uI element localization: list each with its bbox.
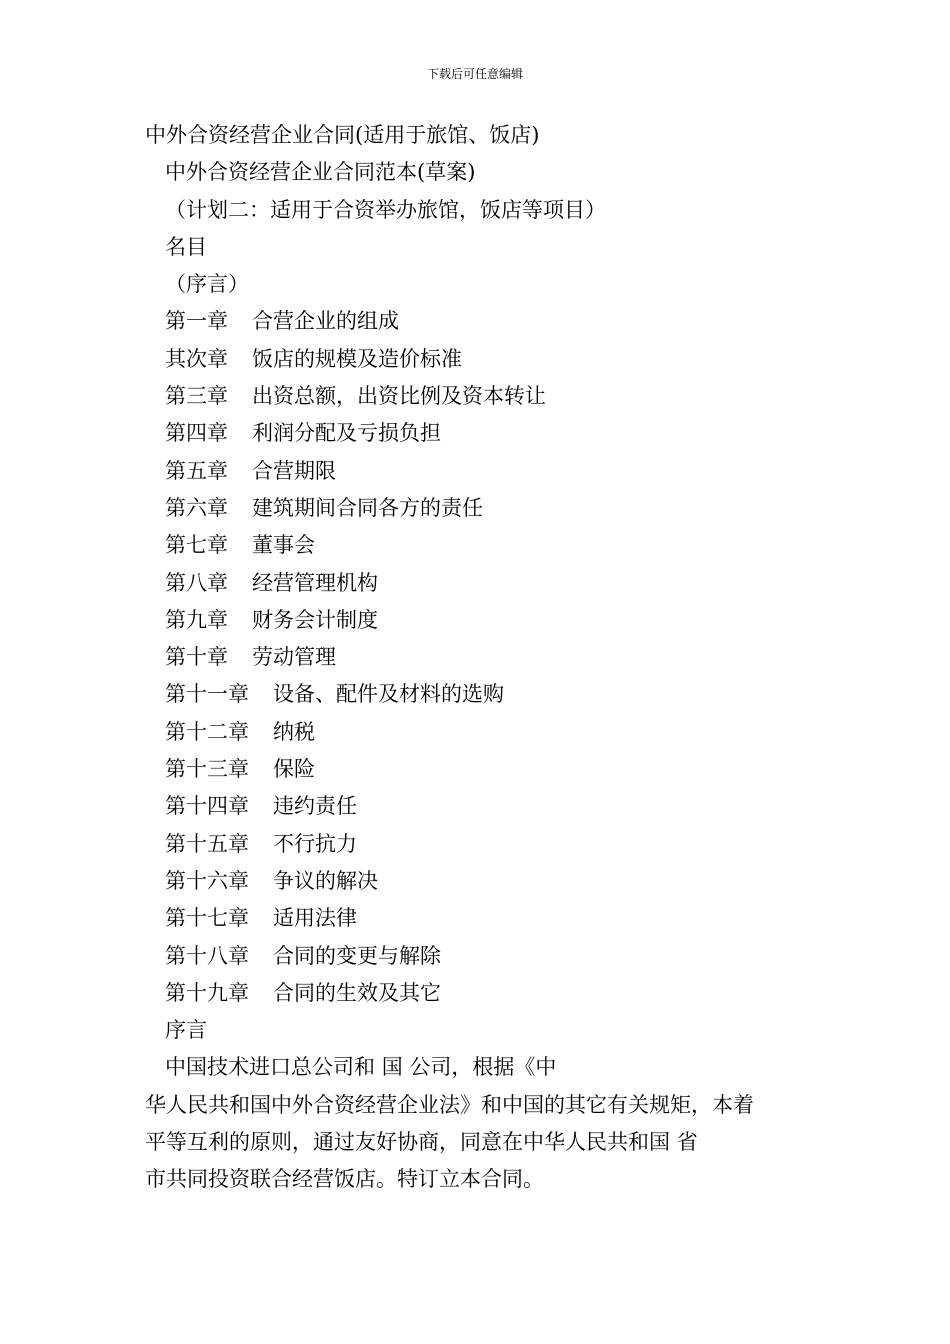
chapter-title: 合营期限 xyxy=(252,458,336,483)
chapter-item xyxy=(145,490,805,527)
chapter-number: 第十章 xyxy=(165,645,228,670)
page-header: 下载后可任意编辑 xyxy=(426,67,523,81)
chapter-title: 纳税 xyxy=(273,719,315,744)
preface-line-2: 华人民共和国中外合资经营企业法》和中国的其它有关规矩，本着 xyxy=(145,1092,754,1117)
chapter-item xyxy=(145,900,805,937)
chapter-item xyxy=(145,751,805,788)
chapter-number: 第三章 xyxy=(165,384,228,409)
chapter-number: 第一章 xyxy=(165,309,228,334)
preface-line-3 xyxy=(145,1124,805,1161)
chapter-number: 第六章 xyxy=(165,495,228,520)
chapter-item xyxy=(145,863,805,900)
chapter-item xyxy=(145,938,805,975)
chapter-number: 第四章 xyxy=(165,421,228,446)
chapter-title: 出资总额，出资比例及资本转让 xyxy=(252,384,546,409)
chapter-item xyxy=(145,639,805,676)
chapter-title: 设备、配件及材料的选购 xyxy=(273,682,504,707)
chapter-item xyxy=(145,527,805,564)
chapter-item xyxy=(145,826,805,863)
chapter-title: 董事会 xyxy=(252,533,315,558)
preface-line-1-b: 国 xyxy=(381,1055,403,1080)
chapter-item xyxy=(145,303,805,340)
chapter-item xyxy=(145,415,805,452)
document-title: 中外合资经营企业合同(适用于旅馆、饭店) xyxy=(145,123,540,147)
chapter-number: 第十三章 xyxy=(165,757,249,782)
preface-heading: 序言 xyxy=(165,1018,207,1043)
chapter-number: 第十六章 xyxy=(165,868,249,893)
chapter-number: 第五章 xyxy=(165,458,228,483)
document-subtitle: 中外合资经营企业合同范本(草案) xyxy=(165,160,476,185)
chapter-title: 合同的生效及其它 xyxy=(273,980,441,1005)
chapter-title: 合营企业的组成 xyxy=(252,309,399,334)
preface-paragraph xyxy=(145,1049,805,1198)
chapter-number: 第十四章 xyxy=(165,794,249,819)
preface-line-1-a: 中国技术进口总公司和 xyxy=(165,1055,375,1080)
chapter-item xyxy=(145,676,805,713)
chapter-item xyxy=(145,602,805,639)
chapter-title: 财务会计制度 xyxy=(252,607,378,632)
chapter-number: 其次章 xyxy=(165,346,228,371)
chapter-number: 第十九章 xyxy=(165,980,249,1005)
plan-note: （计划二：适用于合资举办旅馆，饭店等项目） xyxy=(165,197,606,222)
chapter-number: 第七章 xyxy=(165,533,228,558)
chapter-title: 饭店的规模及造价标准 xyxy=(252,346,462,371)
chapter-title: 违约责任 xyxy=(273,794,357,819)
chapter-title: 保险 xyxy=(273,757,315,782)
chapter-title: 劳动管理 xyxy=(252,645,336,670)
preface-line-4: 市共同投资联合经营饭店。特订立本合同。 xyxy=(145,1167,544,1192)
preface-line-1-c: 公司，根据《中 xyxy=(409,1055,557,1080)
chapter-title: 争议的解决 xyxy=(273,868,378,893)
chapter-number: 第九章 xyxy=(165,607,228,632)
chapter-item xyxy=(145,714,805,751)
chapter-number: 第十二章 xyxy=(165,719,249,744)
toc-heading: 名目 xyxy=(165,234,207,259)
toc-preface-label: （序言） xyxy=(165,272,249,297)
chapter-item xyxy=(145,453,805,490)
chapter-item xyxy=(145,788,805,825)
chapter-title: 适用法律 xyxy=(273,906,357,931)
chapter-title: 建筑期间合同各方的责任 xyxy=(252,495,483,520)
chapter-item xyxy=(145,341,805,378)
preface-line-3-a: 平等互利的原则，通过友好协商，同意在中华人民共和国 xyxy=(145,1130,670,1155)
chapter-number: 第十五章 xyxy=(165,831,249,856)
document-body xyxy=(145,117,805,1199)
chapter-title: 利润分配及亏损负担 xyxy=(252,421,441,446)
chapter-number: 第十七章 xyxy=(165,906,249,931)
chapter-number: 第八章 xyxy=(165,570,228,595)
preface-line-1 xyxy=(145,1049,805,1086)
chapter-title: 经营管理机构 xyxy=(252,570,378,595)
chapter-item xyxy=(145,378,805,415)
chapter-title: 合同的变更与解除 xyxy=(273,943,441,968)
chapter-number: 第十一章 xyxy=(165,682,249,707)
chapter-title: 不行抗力 xyxy=(273,831,357,856)
chapter-list xyxy=(145,303,805,1012)
chapter-number: 第十八章 xyxy=(165,943,249,968)
chapter-item xyxy=(145,565,805,602)
preface-line-3-b: 省 xyxy=(676,1130,698,1155)
chapter-item xyxy=(145,975,805,1012)
